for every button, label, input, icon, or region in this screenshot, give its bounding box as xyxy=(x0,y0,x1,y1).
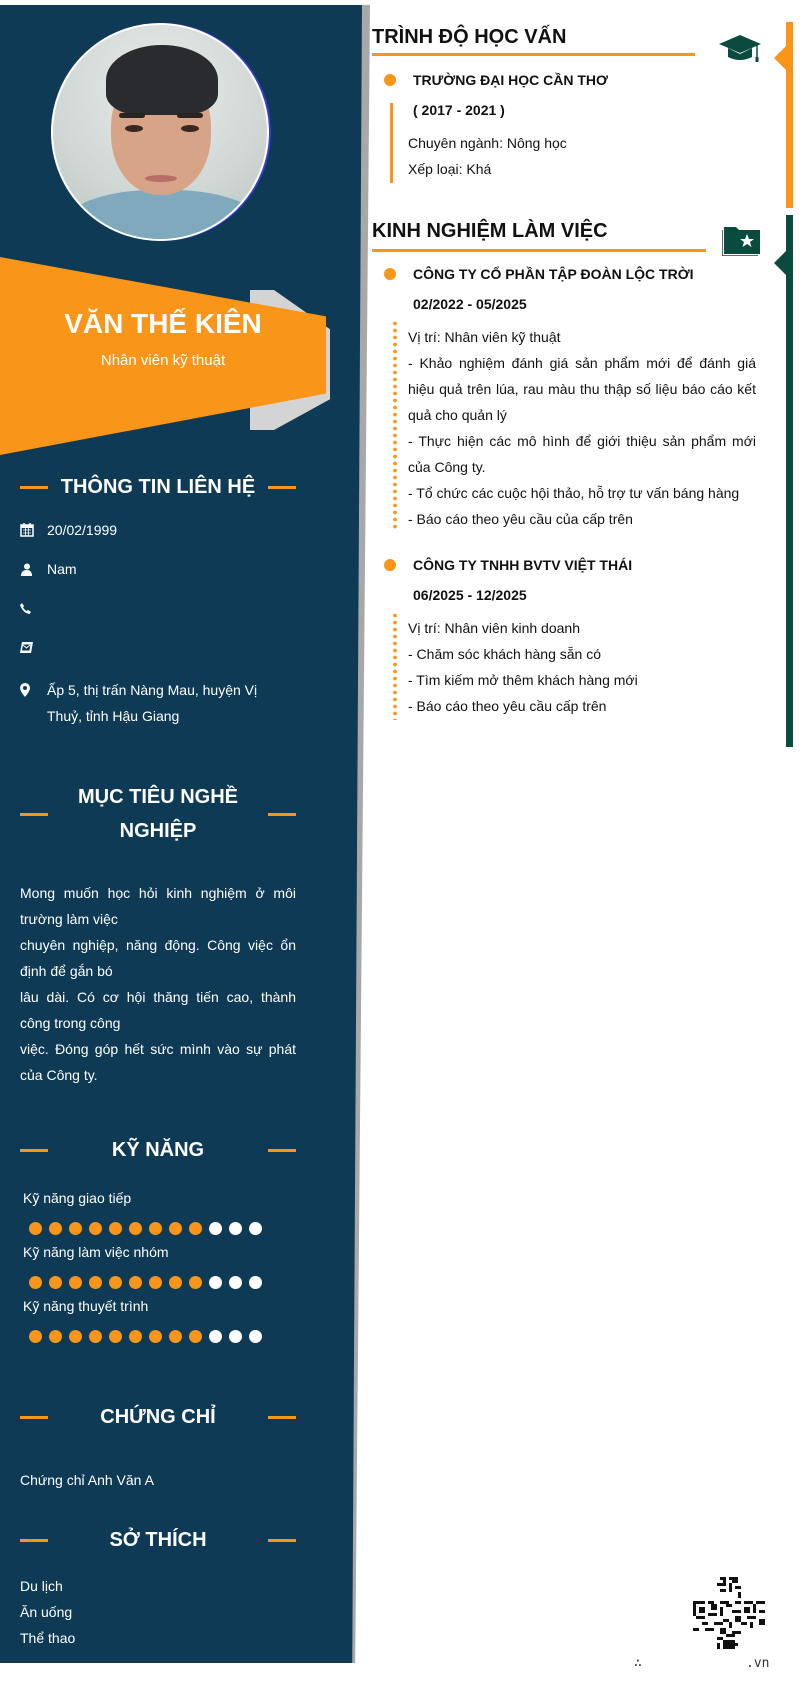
objective-heading xyxy=(20,780,296,848)
skill-rating xyxy=(29,1330,262,1343)
contact-address xyxy=(20,677,290,729)
timeline-bullet xyxy=(384,559,396,571)
education-details xyxy=(408,130,756,182)
job-duty: - Tìm kiếm mở thêm khách hàng mới xyxy=(408,672,638,688)
skill-dot-filled xyxy=(29,1276,42,1289)
hobby-item: Du lịch xyxy=(20,1578,63,1594)
job-duty: - Khảo nghiệm đánh giá sản phẩm mới để đánh giá hiệu quả trên lúa, rau màu thu thập số liệu báo cáo kết quả cho quản lý xyxy=(408,355,756,423)
job-period: 02/2022 - 05/2025 xyxy=(413,296,527,312)
hobbies-heading xyxy=(20,1523,296,1557)
skill-dot-empty xyxy=(229,1222,242,1235)
education-heading: TRÌNH ĐỘ HỌC VẤN xyxy=(372,26,567,48)
certificate-item: Chứng chỉ Anh Văn A xyxy=(20,1472,154,1488)
company-name: CÔNG TY TNHH BVTV VIỆT THÁI xyxy=(413,557,633,573)
heading-dash xyxy=(20,1149,48,1152)
email-icon xyxy=(20,634,47,660)
skill-dot-filled xyxy=(89,1330,102,1343)
skill-dot-filled xyxy=(149,1330,162,1343)
skill-dot-filled xyxy=(189,1222,202,1235)
address-value: Ấp 5, thị trấn Nàng Mau, huyện Vị Thuỷ, tỉnh Hậu Giang xyxy=(47,682,258,724)
skill-dot-filled xyxy=(109,1222,122,1235)
contact-birthdate xyxy=(20,517,290,543)
job-duty: - Thực hiện các mô hình để giới thiệu sản phẩm mới của Công ty. xyxy=(408,433,756,475)
skill-dot-filled xyxy=(69,1330,82,1343)
heading-dash xyxy=(268,1416,296,1419)
candidate-role: Nhân viên kỹ thuật xyxy=(100,352,226,369)
heading-dash xyxy=(268,1149,296,1152)
skill-dot-empty xyxy=(249,1276,262,1289)
education-underline xyxy=(372,53,695,56)
phone-icon xyxy=(20,595,47,621)
timeline-bullet xyxy=(384,268,396,280)
education-period: ( 2017 - 2021 ) xyxy=(413,102,505,118)
contact-phone xyxy=(20,595,290,621)
candidate-name: VĂN THẾ KIÊN xyxy=(64,308,262,339)
skill-dot-filled xyxy=(69,1276,82,1289)
map-pin-icon xyxy=(20,677,47,703)
experience-underline xyxy=(372,249,706,252)
education-grade: Xếp loại: Khá xyxy=(408,161,492,177)
user-icon xyxy=(20,556,47,582)
gender-value: Nam xyxy=(47,561,77,577)
job-duty: - Tổ chức các cuộc hội thảo, hỗ trợ tư vấn báng hàng xyxy=(408,485,740,501)
skill-dot-empty xyxy=(209,1222,222,1235)
contact-email xyxy=(20,634,290,660)
experience-rail xyxy=(786,215,793,747)
skill-dot-filled xyxy=(149,1222,162,1235)
skill-dot-empty xyxy=(229,1276,242,1289)
skill-dot-filled xyxy=(169,1330,182,1343)
education-rail xyxy=(786,22,793,208)
education-timeline-line xyxy=(390,103,393,183)
skill-label: Kỹ năng thuyết trình xyxy=(23,1298,149,1314)
skill-dot-filled xyxy=(129,1222,142,1235)
skill-dot-empty xyxy=(229,1330,242,1343)
heading-dash xyxy=(268,813,296,816)
skill-dot-filled xyxy=(129,1330,142,1343)
contact-heading-title: THÔNG TIN LIÊN HỆ xyxy=(60,476,256,498)
skills-heading xyxy=(20,1133,296,1167)
skill-dot-filled xyxy=(69,1222,82,1235)
skill-dot-filled xyxy=(189,1330,202,1343)
skills-heading-title: KỸ NĂNG xyxy=(111,1139,205,1161)
skill-dot-empty xyxy=(209,1276,222,1289)
school-name: TRƯỜNG ĐẠI HỌC CẦN THƠ xyxy=(413,72,608,88)
skill-dot-filled xyxy=(189,1276,202,1289)
skill-dot-filled xyxy=(169,1276,182,1289)
timeline-bullet xyxy=(384,74,396,86)
objective-heading-title: MỤC TIÊU NGHỀ NGHIỆP xyxy=(78,786,238,842)
heading-dash xyxy=(20,813,48,816)
job-position: Vị trí: Nhân viên kinh doanh xyxy=(408,620,580,636)
skill-dot-filled xyxy=(49,1330,62,1343)
folder-star-icon xyxy=(722,222,762,261)
graduation-cap-icon xyxy=(718,33,762,68)
job-details xyxy=(408,615,756,719)
job-duty: - Chăm sóc khách hàng sẵn có xyxy=(408,646,601,662)
certificates-heading xyxy=(20,1400,296,1434)
skill-rating xyxy=(29,1276,262,1289)
calendar-icon xyxy=(20,517,47,543)
footer-domain: .vn xyxy=(746,1656,770,1671)
experience-heading: KINH NGHIỆM LÀM VIỆC xyxy=(372,220,608,242)
skill-dot-filled xyxy=(29,1330,42,1343)
job-duty: - Báo cáo theo yêu cầu cấp trên xyxy=(408,698,607,714)
skill-dot-filled xyxy=(169,1222,182,1235)
skill-dot-filled xyxy=(149,1276,162,1289)
objective-text: Mong muốn học hỏi kinh nghiệm ở môi trường làm việc chuyên nghiệp, năng động. Công việc ổn định để gắn bó lâu dài. Có cơ hội thăng tiến cao, thành công trong công việc. Đóng góp hết sức mình vào sự phát của Công ty. xyxy=(20,885,296,1083)
heading-dash xyxy=(20,1539,48,1542)
skill-dot-filled xyxy=(109,1276,122,1289)
heading-dash xyxy=(20,486,48,489)
hobby-item: Ăn uống xyxy=(20,1604,73,1620)
skill-label: Kỹ năng làm việc nhóm xyxy=(23,1244,169,1260)
education-major: Chuyên ngành: Nông học xyxy=(408,135,567,151)
job-details xyxy=(408,324,756,532)
avatar xyxy=(51,23,269,241)
hobbies-heading-title: SỞ THÍCH xyxy=(109,1529,207,1551)
skill-dot-empty xyxy=(209,1330,222,1343)
heading-dash xyxy=(20,1416,48,1419)
qr-code-icon xyxy=(693,1577,765,1649)
skill-dot-empty xyxy=(249,1222,262,1235)
skill-label: Kỹ năng giao tiếp xyxy=(23,1190,132,1206)
skill-dot-empty xyxy=(249,1330,262,1343)
experience-rail-pointer xyxy=(774,251,786,275)
skill-rating xyxy=(29,1222,262,1235)
hobby-item: Thể thao xyxy=(20,1630,76,1646)
skill-dot-filled xyxy=(29,1222,42,1235)
education-rail-pointer xyxy=(774,46,786,70)
certificates-heading-title: CHỨNG CHỈ xyxy=(100,1406,216,1428)
footer-mark: ∴ xyxy=(634,1656,642,1671)
heading-dash xyxy=(268,486,296,489)
skill-dot-filled xyxy=(89,1276,102,1289)
job-position: Vị trí: Nhân viên kỹ thuật xyxy=(408,329,561,345)
job-timeline-dotted-line xyxy=(393,612,397,720)
job-period: 06/2025 - 12/2025 xyxy=(413,587,527,603)
company-name: CÔNG TY CỔ PHẦN TẬP ĐOÀN LỘC TRỜI xyxy=(413,266,694,282)
skill-dot-filled xyxy=(49,1276,62,1289)
contact-heading xyxy=(20,470,296,504)
skill-dot-filled xyxy=(49,1222,62,1235)
job-duty: - Báo cáo theo yêu cầu của cấp trên xyxy=(408,511,633,527)
contact-gender xyxy=(20,556,290,582)
skill-dot-filled xyxy=(129,1276,142,1289)
birthdate-value: 20/02/1999 xyxy=(47,522,118,538)
heading-dash xyxy=(268,1539,296,1542)
skill-dot-filled xyxy=(89,1222,102,1235)
skill-dot-filled xyxy=(109,1330,122,1343)
job-timeline-dotted-line xyxy=(393,320,397,530)
